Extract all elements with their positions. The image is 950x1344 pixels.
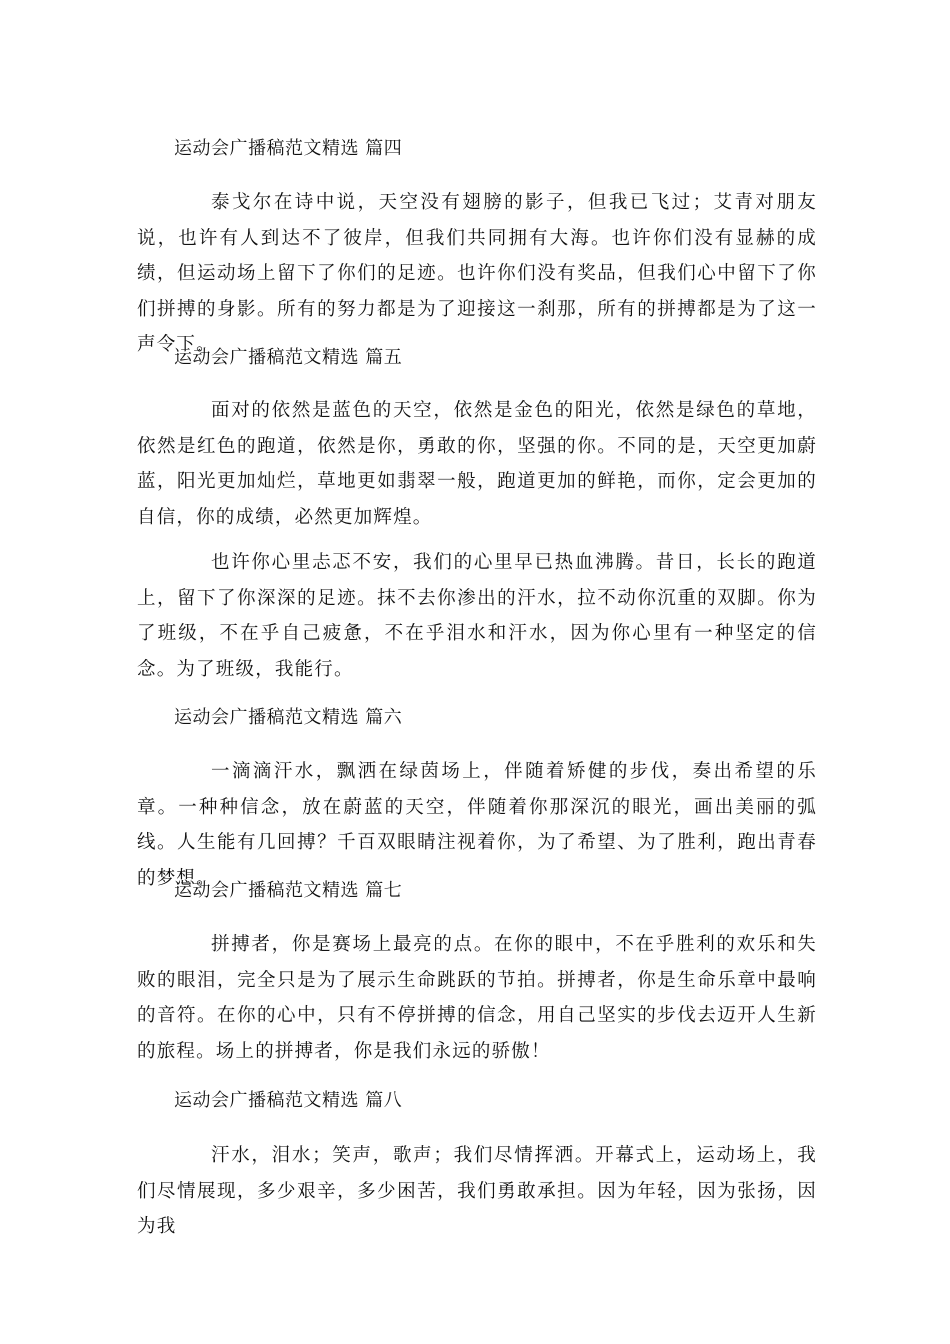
section-heading-5: 运动会广播稿范文精选 篇五 [174,347,403,368]
section-heading-6: 运动会广播稿范文精选 篇六 [174,707,403,728]
paragraph: 汗水，泪水；笑声，歌声；我们尽情挥洒。开幕式上，运动场上，我们尽情展现，多少艰辛，多少困苦，我们勇敢承担。因为年轻，因为张扬，因为我 [137,1145,817,1237]
section-heading-4: 运动会广播稿范文精选 篇四 [174,138,403,159]
section-heading-7: 运动会广播稿范文精选 篇七 [174,880,403,901]
paragraph: 拼搏者，你是赛场上最亮的点。在你的眼中，不在乎胜利的欢乐和失败的眼泪，完全只是为了展示生命跳跃的节拍。拼搏者，你是生命乐章中最响的音符。在你的心中，只有不停拼搏的信念，用自己坚实的步伐去迈开人生新的旅程。场上的拼搏者，你是我们永远的骄傲！ [137,934,817,1062]
paragraph: 泰戈尔在诗中说，天空没有翅膀的影子，但我已飞过；艾青对朋友说，也许有人到达不了彼岸，但我们共同拥有大海。也许你们没有显赫的成绩，但运动场上留下了你们的足迹。也许你们没有奖品，但我们心中留下了你们拼搏的身影。所有的努力都是为了迎接这一刹那，所有的拼搏都是为了这一声令下。 [137,192,817,355]
paragraph: 一滴滴汗水，飘洒在绿茵场上，伴随着矫健的步伐，奏出希望的乐章。一种种信念，放在蔚蓝的天空，伴随着你那深沉的眼光，画出美丽的弧线。人生能有几回搏？千百双眼睛注视着你，为了希望、为了胜利，跑出青春的梦想。 [137,761,817,889]
paragraph: 也许你心里忐忑不安，我们的心里早已热血沸腾。昔日，长长的跑道上，留下了你深深的足迹。抹不去你渗出的汗水，拉不动你沉重的双脚。你为了班级，不在乎自己疲惫，不在乎泪水和汗水，因为你心里有一种坚定的信念。为了班级，我能行。 [137,552,817,680]
section-heading-8: 运动会广播稿范文精选 篇八 [174,1090,403,1111]
paragraph: 面对的依然是蓝色的天空，依然是金色的阳光，依然是绿色的草地，依然是红色的跑道，依然是你，勇敢的你，坚强的你。不同的是，天空更加蔚蓝，阳光更加灿烂，草地更如翡翠一般，跑道更加的鲜艳，而你，定会更加的自信，你的成绩，必然更加辉煌。 [137,400,817,528]
